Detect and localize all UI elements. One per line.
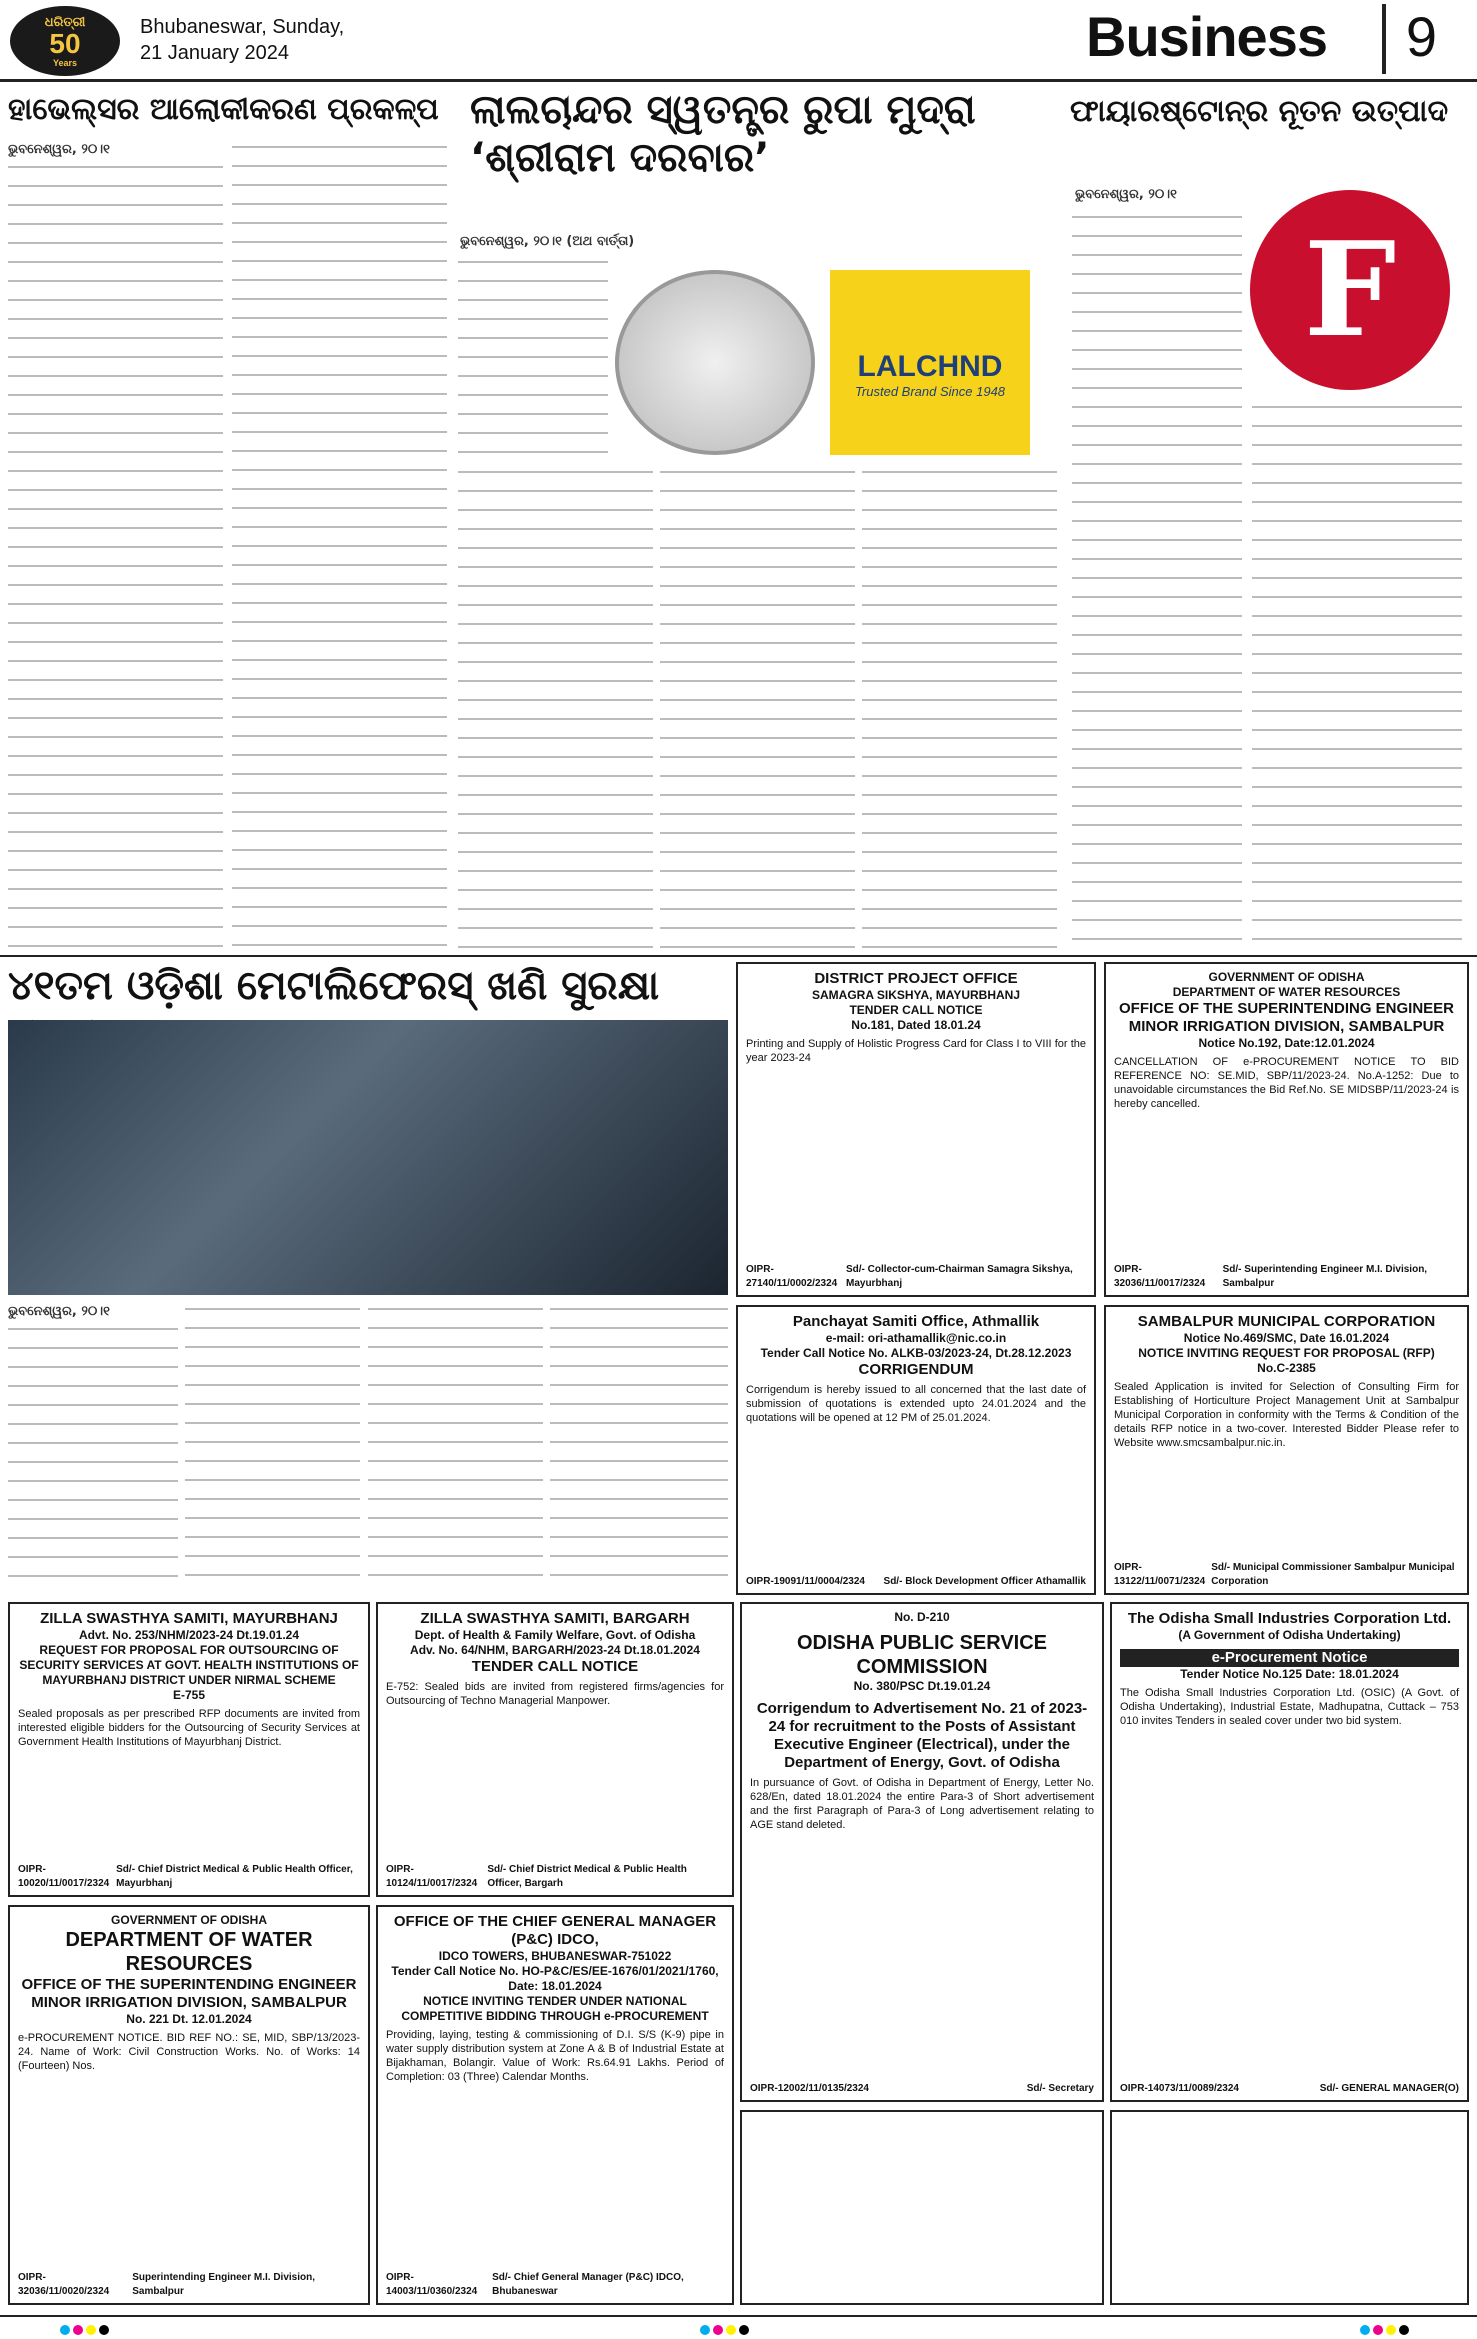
ad-sign: Sd/- Superintending Engineer M.I. Division, Sambalpur	[1222, 1264, 1428, 1289]
ad-body: The Odisha Small Industries Corporation Ltd. (OSIC) (A Govt. of Odisha Undertaking), Industrial Estate, Madhupatna, Cuttack – 753 010 invites Tenders in sealed cover under two bid system.	[1120, 1687, 1459, 1727]
story-lalchand-intro	[458, 255, 608, 455]
ad-body: e-PROCUREMENT NOTICE. BID REF NO.: SE, MID, SBP/13/2023-24. Name of Work: Civil Construction Works. No. of Works: 14 (Fourteen) Nos.	[18, 2032, 360, 2072]
newspaper-logo	[10, 6, 120, 76]
firestone-logo: F	[1250, 190, 1450, 390]
ad-code: OIPR-10124/11/0017/2324	[386, 1864, 478, 1889]
masthead	[0, 0, 1477, 82]
ad-notice: CORRIGENDUM	[858, 1361, 974, 1378]
ad-notice: e-Procurement Notice	[1120, 1649, 1459, 1667]
ad-ref: Notice No.192, Date:12.01.2024	[1198, 1036, 1375, 1050]
ad-title: The Odisha Small Industries Corporation Ltd.	[1127, 1610, 1452, 1627]
ad-sign: Sd/- Chief District Medical & Public Health Officer, Mayurbhanj	[116, 1864, 353, 1889]
ad-osic	[1110, 1602, 1469, 2102]
registration-marks	[60, 2325, 120, 2335]
story-mines-body-col1	[8, 1322, 178, 1592]
registration-marks	[700, 2325, 760, 2335]
ad-body: E-752: Sealed bids are invited from registered firms/agencies for Outsourcing of Techno Managerial Manpower.	[386, 1681, 724, 1707]
issue-date: 21 January 2024	[140, 42, 290, 64]
ad-subtitle: DEPARTMENT OF WATER RESOURCES	[1172, 985, 1401, 999]
ad-body: CANCELLATION OF e-PROCUREMENT NOTICE TO BID REFERENCE NO: SE.MID, SBP/11/2023-24. No.A-1252: Due to unavoidable circumstances the Bid Ref.No. SE MIDSBP/11/2023-24 is hereby cancelled.	[1114, 1056, 1459, 1110]
date-line	[140, 14, 344, 66]
ad-code: OIPR-27140/11/0002/2324	[746, 1264, 838, 1289]
ad-notice: OFFICE OF THE SUPERINTENDING ENGINEER MINOR IRRIGATION DIVISION, SAMBALPUR	[1118, 1000, 1455, 1035]
ad-subtitle: Dept. of Health & Family Welfare, Govt. of Odisha	[414, 1628, 696, 1642]
logo-number: 50	[49, 28, 81, 59]
ad-ref: Tender Notice No.125 Date: 18.01.2024	[1180, 1667, 1399, 1681]
ad-ref: No. D-210	[894, 1610, 950, 1624]
lalchand-tagline: Trusted Brand Since 1948	[854, 384, 1006, 399]
ad-title: ZILLA SWASTHYA SAMITI, BARGARH	[420, 1610, 690, 1627]
section-title: Business	[1086, 5, 1327, 68]
silver-coin-image	[615, 270, 815, 455]
ad-title: OFFICE OF THE CHIEF GENERAL MANAGER (P&C) IDCO,	[393, 1913, 717, 1948]
ad-opsc-corrigendum	[740, 1602, 1104, 2102]
story-lalchand-body-col2	[660, 465, 855, 950]
ad-ref: Tender Call Notice No. HO-P&C/ES/EE-1676/01/2021/1760, Date: 18.01.2024	[391, 1964, 719, 1993]
ad-subtitle: IDCO TOWERS, BHUBANESWAR-751022	[438, 1949, 672, 1963]
story-mines-body-col3	[368, 1302, 543, 1592]
story-firestone-body-col1	[1072, 210, 1242, 950]
ad-ref: Tender Call Notice No. ALKB-03/2023-24, Dt.28.12.2023	[760, 1346, 1072, 1360]
ad-code: OIPR-10020/11/0017/2324	[18, 1864, 110, 1889]
ad-subtitle: Advt. No. 253/NHM/2023-24 Dt.19.01.24	[78, 1628, 300, 1642]
ad-zilla-bargarh	[376, 1602, 734, 1897]
ad-title: SAMBALPUR MUNICIPAL CORPORATION	[1137, 1313, 1436, 1330]
ad-notice: REQUEST FOR PROPOSAL FOR OUTSOURCING OF SECURITY SERVICES AT GOVT. HEALTH INSTITUTIONS OF MAYURBHANJ DISTRICT UNDER NIRMAL SCHEME	[19, 1643, 359, 1687]
ad-notice: TENDER CALL NOTICE	[471, 1658, 639, 1675]
ad-code: OIPR-12002/11/0135/2324	[750, 2083, 869, 2094]
ad-ref: E-755	[172, 1688, 206, 1702]
ad-ref: Adv. No. 64/NHM, BARGARH/2023-24 Dt.18.01.2024	[410, 1643, 700, 1657]
ad-notice: NOTICE INVITING TENDER UNDER NATIONAL COMPETITIVE BIDDING THROUGH e-PROCUREMENT	[401, 1994, 709, 2023]
story-havells-headline: ହାଭେଲ୍ସର ଆଲୋକୀକରଣ ପ୍ରକଳ୍ପ	[8, 92, 439, 127]
lalchand-logo	[830, 270, 1030, 455]
ad-body: Printing and Supply of Holistic Progress Card for Class I to VIII for the year 2023-24	[746, 1038, 1086, 1064]
ad-title: GOVERNMENT OF ODISHA	[110, 1913, 267, 1927]
lalchand-brand: LALCHND	[857, 350, 1003, 383]
story-mines-headline: ୪୧ତମ ଓଡ଼ିଶା ମେଟାଲିଫେରସ୍ ଖଣି ସୁରକ୍ଷା	[8, 963, 660, 1009]
ad-sign: Sd/- Secretary	[1026, 2083, 1094, 2094]
ad-code: OIPR-19091/11/0004/2324	[746, 1576, 865, 1587]
story-firestone-headline: ଫାୟାରଷ୍ଟୋନ୍‌ର ନୂତନ ଉତ୍ପାଦ	[1070, 94, 1449, 129]
registration-marks	[1360, 2325, 1420, 2335]
ad-code: OIPR-32036/11/0020/2324	[18, 2272, 110, 2297]
ad-zilla-mayurbhanj	[8, 1602, 370, 1897]
ad-sign: Sd/- Collector-cum-Chairman Samagra Sikshya, Mayurbhanj	[845, 1264, 1073, 1289]
ad-sambalpur-municipal	[1104, 1305, 1469, 1595]
ad-subtitle: e-mail: ori-athamallik@nic.co.in	[825, 1331, 1007, 1345]
ad-sign: Sd/- Block Development Officer Athamallik	[883, 1576, 1086, 1587]
ad-ref: No. 221 Dt. 12.01.2024	[126, 2012, 252, 2026]
story-lalchand-body-col3	[862, 465, 1057, 950]
story-havells-dateline: ଭୁବନେଶ୍ୱର, ୨୦।୧	[8, 142, 110, 157]
ad-water-resources-eproc	[8, 1905, 370, 2305]
ad-sign: Sd/- Chief District Medical & Public Health Officer, Bargarh	[487, 1864, 687, 1889]
ad-water-resources-cancellation	[1104, 962, 1469, 1297]
ad-subtitle: SAMAGRA SIKSHYA, MAYURBHANJ	[811, 988, 1021, 1002]
story-mines-body-col4	[550, 1302, 728, 1592]
ad-panchayat-athmallik	[736, 1305, 1096, 1595]
ad-code: OIPR-14073/11/0089/2324	[1120, 2083, 1239, 2094]
ad-body: In pursuance of Govt. of Odisha in Department of Energy, Letter No. 628/En, dated 18.01.2024 the entire Para-3 of Short advertisement and the first Paragraph of Para-3 of Long advertisement relating to AGE stand deleted.	[750, 1777, 1094, 1831]
ad-sign: Sd/- GENERAL MANAGER(O)	[1319, 2083, 1459, 2094]
ad-sign: Superintending Engineer M.I. Division, Sambalpur	[132, 2272, 316, 2297]
ad-subtitle: Notice No.469/SMC, Date 16.01.2024	[1183, 1331, 1390, 1345]
ad-subtitle: DEPARTMENT OF WATER RESOURCES	[65, 1929, 313, 1975]
logo-years: Years	[52, 58, 78, 68]
ad-code: OIPR-32036/11/0017/2324	[1114, 1264, 1206, 1289]
ad-ref: No.181, Dated 18.01.24	[851, 1018, 981, 1032]
story-havells-body-col1	[8, 160, 223, 950]
ad-sign: Sd/- Municipal Commissioner Sambalpur Municipal Corporation	[1211, 1562, 1455, 1587]
ad-notice: OFFICE OF THE SUPERINTENDING ENGINEER MINOR IRRIGATION DIVISION, SAMBALPUR	[21, 1976, 357, 2011]
ad-title: ODISHA PUBLIC SERVICE COMMISSION	[796, 1632, 1048, 1678]
ad-subtitle: (A Government of Odisha Undertaking)	[1178, 1628, 1401, 1642]
ad-ref: No.C-2385	[1257, 1361, 1316, 1375]
ad-notice: NOTICE INVITING REQUEST FOR PROPOSAL (RFP)	[1138, 1346, 1435, 1360]
ad-sign: Sd/- Chief General Manager (P&C) IDCO, Bhubaneswar	[492, 2272, 684, 2297]
ad-title: GOVERNMENT OF ODISHA	[1208, 970, 1365, 984]
ad-title: Panchayat Samiti Office, Athmallik	[792, 1313, 1040, 1330]
story-lalchand-body-col1	[458, 465, 653, 950]
ad-subtitle: No. 380/PSC Dt.19.01.24	[853, 1679, 991, 1693]
divider	[0, 2315, 1477, 2317]
logo-title: ଧରିତ୍ରୀ	[44, 14, 86, 29]
ad-title: DISTRICT PROJECT OFFICE	[814, 970, 1018, 987]
city-date: Bhubaneswar, Sunday,	[140, 16, 345, 38]
ad-title: ZILLA SWASTHYA SAMITI, MAYURBHANJ	[40, 1610, 338, 1627]
ad-notice: Corrigendum to Advertisement No. 21 of 2023-24 for recruitment to the Posts of Assistant Executive Engineer (Electrical), under the Department of Energy, Govt. of Odisha	[756, 1700, 1088, 1771]
story-lalchand-dateline: ଭୁବନେଶ୍ୱର, ୨୦।୧ (ଅଥ ବାର୍ତ୍ତା)	[460, 234, 635, 249]
ad-idco	[376, 1905, 734, 2305]
mines-safety-photo	[8, 1020, 728, 1295]
story-havells-body-col2	[232, 140, 447, 950]
ad-code: OIPR-14003/11/0360/2324	[386, 2272, 478, 2297]
ad-body: Sealed Application is invited for Selection of Consulting Firm for Establishing of Horticulture Project Management Unit at Sambalpur Municipal Corporation in conformity with the Terms & Condition of the details RFP notice in a two-cover. Interested Bidder Please refer to Website www.smcsambalpur.nic.in.	[1114, 1381, 1459, 1449]
ad-body: Sealed proposals as per prescribed RFP documents are invited from interested eligible bidders for the Outsourcing of Security Services at Government Health Institutions of Mayurbhanj District.	[18, 1708, 360, 1748]
ad-code: OIPR-13122/11/0071/2324	[1114, 1562, 1206, 1587]
story-mines-dateline: ଭୁବନେଶ୍ୱର, ୨୦।୧	[8, 1304, 110, 1319]
story-firestone-body-col2	[1252, 400, 1462, 950]
ad-samagra-sikshya	[736, 962, 1096, 1297]
ad-body: Providing, laying, testing & commissioning of D.I. S/S (K-9) pipe in water supply distribution system at Zone A & B of Industrial Estate at Bijakhaman, Bolangir. Value of Work: Rs.64.91 Lakhs. Period of Completion: 03 (Three) Calendar Months.	[386, 2029, 724, 2083]
divider	[0, 955, 1477, 957]
ad-filler	[740, 2110, 1104, 2305]
page-number: 9	[1382, 4, 1437, 74]
story-lalchand-headline: ଲାଲଚାନ୍ଦର ସ୍ୱତନ୍ତ୍ର ରୁପା ମୁଦ୍ରା ‘ଶ୍ରୀରାମ ଦରବାର’	[470, 87, 976, 181]
story-firestone-dateline: ଭୁବନେଶ୍ୱର, ୨୦।୧	[1075, 187, 1177, 202]
ad-notice: TENDER CALL NOTICE	[849, 1003, 983, 1017]
story-mines-body-col2	[185, 1302, 360, 1592]
ad-filler	[1110, 2110, 1469, 2305]
ad-body: Corrigendum is hereby issued to all concerned that the last date of submission of quotations is extended upto 24.01.2024 and the quotations will be opened at 12 PM of 25.01.2024.	[746, 1384, 1086, 1424]
